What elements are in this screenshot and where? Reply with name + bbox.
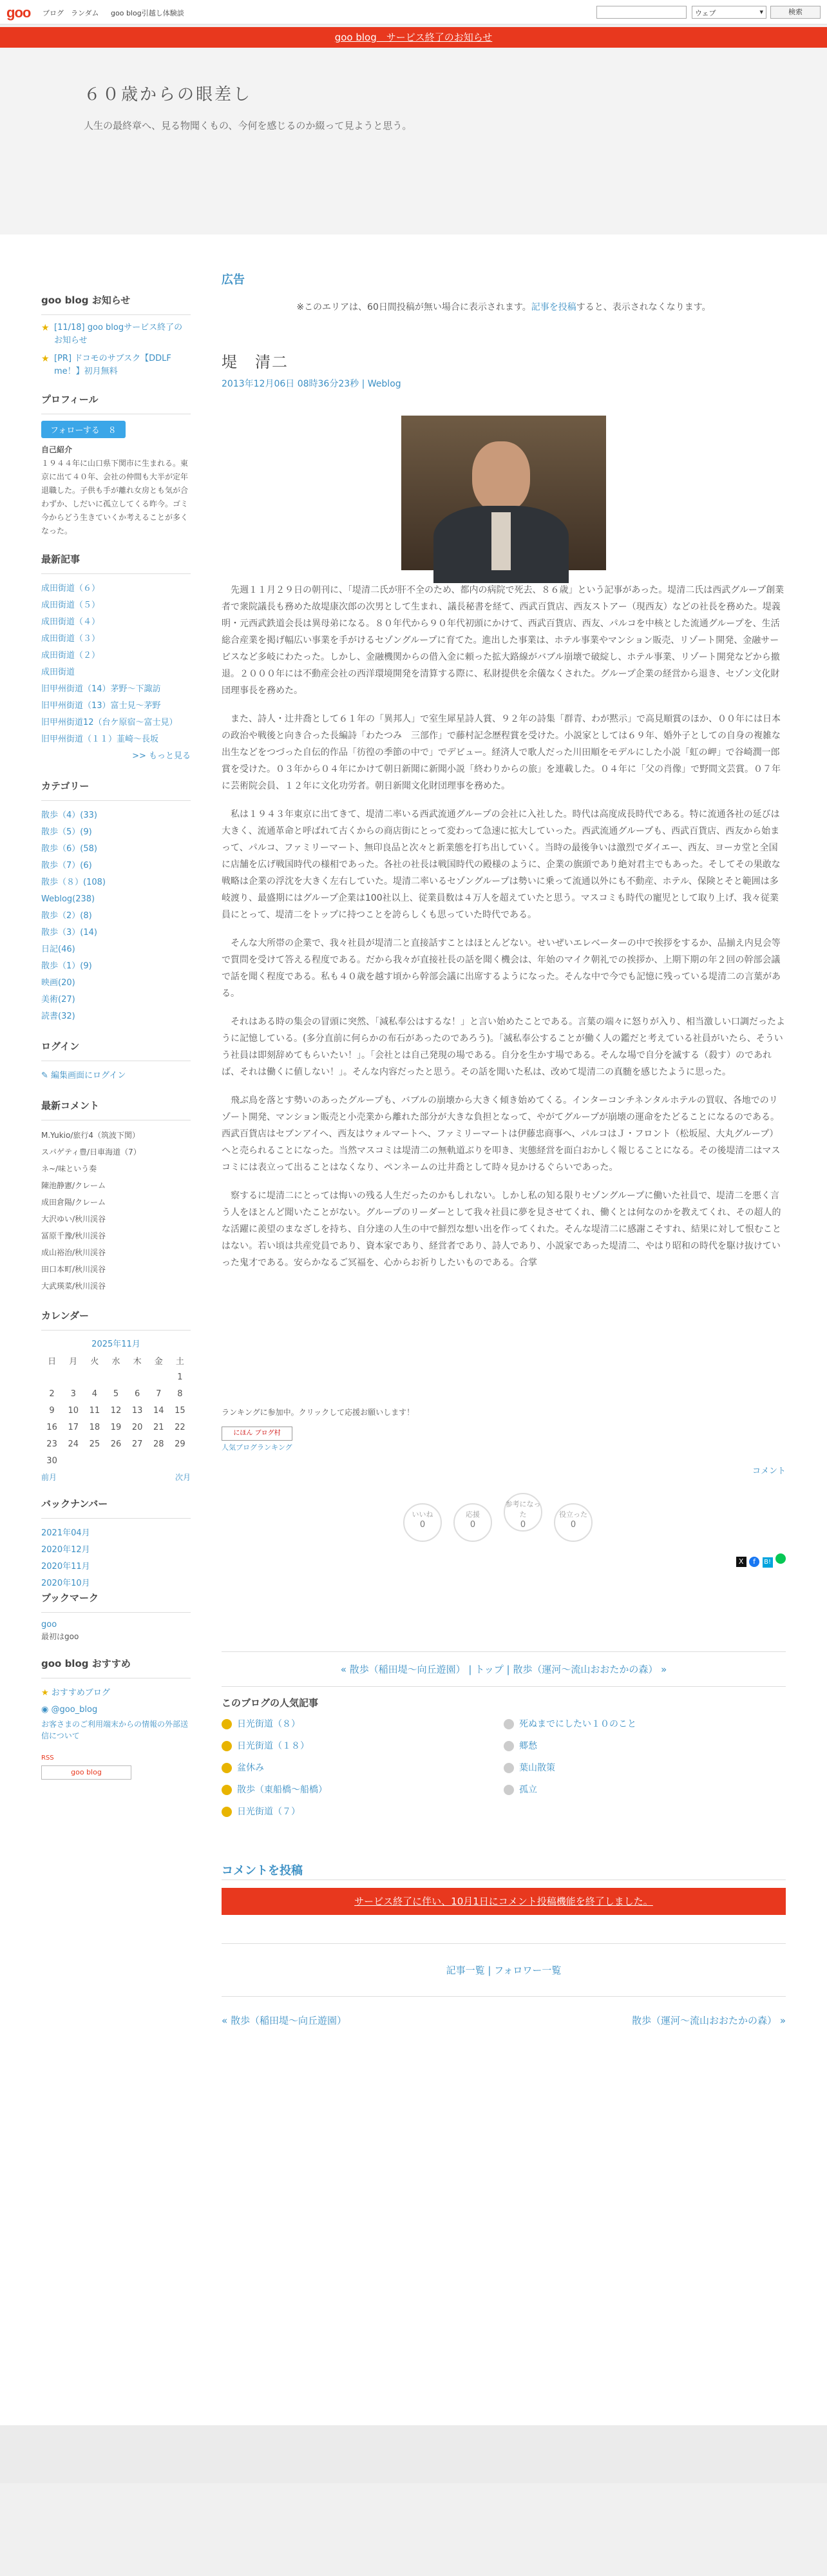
main-content	[222, 271, 786, 2027]
reaction-count: 0	[419, 1520, 426, 1530]
popular-item-label: 日光街道（１８）	[237, 1741, 309, 1751]
backnumber-section	[41, 1497, 191, 1588]
popular-item[interactable]	[222, 1801, 504, 1823]
entry-paragraph: また、詩人・辻井喬として６１年の「異邦人」で室生犀星詩人賞、９２年の詩集「群青、わが黙示」で高見順賞のほか、００年には日本の政治や戦後と向き合った長編詩「わたつみ 三部作」で藤村記念歴程賞を受けた。小説家としては６９年、婚外子としての自身の複雑な出生などをつづった自伝的作品「彷徨の季節の中で」でデビュー。経済人で歌人だった川田順をモデルにした小説「虹の岬」で谷崎潤一郎賞を受けた。０３年から０４年にかけて朝日新聞に新聞小説「終わりからの旅」を連載した。０４年に「父の肖像」で野間文芸賞。０７年に芸術院会員、１２年に文化功労者。朝日新聞文化財団理事を務めた。	[222, 714, 781, 791]
popular-list-right	[504, 1713, 786, 1823]
category-heading: カテゴリー	[41, 779, 191, 801]
star-icon: ★	[41, 1688, 52, 1698]
category-item[interactable]: 映画(20)	[41, 978, 75, 988]
profile-heading: プロフィール	[41, 392, 191, 414]
calendar-next[interactable]: 次月	[175, 1473, 191, 1482]
calendar-weekday: 金	[154, 1356, 163, 1367]
calendar-day: 17	[68, 1422, 79, 1432]
blogmura-banner[interactable]: にほん ブログ村	[222, 1427, 292, 1441]
recent-item[interactable]: 旧甲州街道（14）茅野〜下諏訪	[41, 684, 161, 694]
facebook-share-icon[interactable]: f	[749, 1557, 759, 1567]
news-section	[41, 293, 191, 378]
share-buttons	[222, 1553, 786, 1568]
calendar-day: 13	[131, 1405, 143, 1416]
backnumber-list[interactable]	[41, 1525, 191, 1588]
twitter-label: @goo_blog	[51, 1705, 98, 1715]
category-item[interactable]: 読書(32)	[41, 1012, 75, 1021]
calendar-month: 2025年11月	[91, 1340, 140, 1349]
recommend-heading: goo blog おすすめ	[41, 1657, 191, 1678]
calendar-day: 19	[110, 1422, 122, 1432]
entry-paragraph: そんな大所帯の企業で、我々社員が堤清二と直接話すことはほとんどない。せいぜいエレベーターの中で挨拶をするか、品揃え内見会等で質問を受けて答える程度である。だから我々が直接社長の話を聞く機会は、年始のマイク朝礼での挨拶か、上期下期の年２回の幹部会議で話を聞く程度である。私も４０歳を越す頃から幹部会議に出席するようになった。そんな中で今でも記憶に残っている堤清二の言葉がある。	[222, 938, 781, 999]
recent-item[interactable]: 旧甲州街道12（台ケ原宿〜富士見）	[41, 718, 178, 727]
calendar-heading: カレンダー	[41, 1309, 191, 1331]
calendar-weekday: 月	[69, 1356, 78, 1367]
search-input[interactable]	[596, 6, 687, 19]
recommend-blog-link[interactable]	[41, 1685, 191, 1702]
footer	[0, 2425, 827, 2483]
calendar-day: 18	[89, 1422, 100, 1432]
calendar-day: 14	[153, 1405, 164, 1416]
bookmark-section	[41, 1591, 191, 1642]
ad-notice	[222, 300, 786, 313]
entry-pager[interactable]: « 散歩（稲田堤〜向丘遊園） | トップ | 散歩（運河〜流山おおたかの森） »	[340, 1664, 667, 1675]
entry-category-link[interactable]: Weblog	[367, 379, 401, 389]
login-link[interactable]	[41, 1068, 191, 1084]
calendar-prev[interactable]: 前月	[41, 1473, 57, 1482]
calendar-day	[127, 1452, 148, 1469]
backnumber-item[interactable]: 2020年10月	[41, 1579, 90, 1588]
rss-icon[interactable]: RSS	[41, 1754, 54, 1762]
recent-item[interactable]: 旧甲州街道（１１）韮崎〜長坂	[41, 735, 159, 744]
calendar-day: 30	[46, 1456, 57, 1466]
comment-item[interactable]: 大武瑛菜/秋川渓谷	[41, 1282, 106, 1291]
reaction-count: 0	[520, 1520, 526, 1530]
calendar-day: 22	[175, 1422, 185, 1432]
popular-item[interactable]	[222, 1779, 504, 1801]
calendar-day: 6	[134, 1389, 140, 1399]
ranking-text: ランキングに参加中。クリックして応援お願いします！	[222, 1408, 415, 1417]
popular-item-label: 日光街道（８）	[237, 1719, 300, 1729]
search-button[interactable]: 検索	[770, 6, 821, 19]
entry-separator: |	[359, 379, 368, 389]
post-article-link[interactable]: 記事を投稿	[531, 302, 576, 312]
recent-list	[41, 581, 191, 748]
comment-closed-link[interactable]: サービス終了に伴い、10月1日にコメント投稿機能を終了しました。	[222, 1888, 786, 1915]
backnumber-item[interactable]: 2020年11月	[41, 1562, 90, 1572]
calendar-day: 29	[175, 1439, 185, 1449]
rank-badge-icon	[504, 1719, 514, 1729]
bird-icon: ◉	[41, 1705, 52, 1715]
calendar-day: 16	[46, 1422, 57, 1432]
backnumber-item[interactable]: 2021年04月	[41, 1528, 90, 1538]
rank-badge-icon	[504, 1785, 514, 1795]
comment-item[interactable]: 大沢ゆい/秋川渓谷	[41, 1215, 106, 1224]
category-item[interactable]: 美術(27)	[41, 995, 75, 1004]
news-item-label: [11/18] goo blogサービス終了のお知らせ	[54, 323, 183, 345]
popular-section	[222, 1686, 786, 1823]
top-bar	[0, 0, 827, 24]
calendar-table	[41, 1352, 191, 1469]
twitter-link[interactable]	[41, 1702, 191, 1718]
popular-item[interactable]	[504, 1757, 786, 1779]
bottom-pager	[222, 2014, 786, 2027]
pager-area	[222, 1651, 786, 1676]
calendar-day: 4	[91, 1389, 97, 1399]
category-item[interactable]: 散歩（4）(33)	[41, 811, 97, 820]
calendar-day: 15	[175, 1405, 185, 1416]
recommend-section	[41, 1657, 191, 1780]
calendar-day	[127, 1369, 148, 1385]
category-list	[41, 807, 191, 1025]
calendar-section	[41, 1309, 191, 1483]
prev-entry-link[interactable]: « 散歩（稲田堤〜向丘遊園）	[222, 2015, 347, 2026]
entry-paragraph: 先週１１月２９日の朝刊に、「堤清二氏が肝不全のため、都内の病院で死去、８６歳」という記事があった。堤清二氏は西武グループ創業者で衆院議長も務めた故堤康次郎の次男として生まれ、議長秘書を経て、西武百貨店、西友ストアー（現西友）などの社長を務めた。堤義明・元西武鉄道会長は異母弟になる。８０年代から９０年代初頭にかけて、西武百貨店、西友、パルコを中核とした流通グループを、生活総合産業を掲げ幅広い事業を手がけるセゾングループに育てた。進出した事業は、ホテル事業やマンション販売、リゾート開発、金融サービスなど多岐にわたった。しかし、金融機関からの借入金に頼った拡大路線がバブル崩壊で破綻し、ホテル事業、リゾート開発などから撤退。２０００年には不動産会社の西洋環境開発を清算する際に、私財提供を余儀なくされた。グループ企業の経営から退き、セゾン文化財団理事長を務めた。	[222, 585, 784, 696]
calendar-day: 9	[49, 1405, 55, 1416]
rank-badge-icon	[504, 1741, 514, 1751]
reaction-label: 参考になった	[505, 1500, 541, 1519]
goo-logo[interactable]: goo	[6, 5, 31, 21]
search-scope-select[interactable]	[692, 6, 766, 19]
crown-icon	[222, 1785, 232, 1795]
recent-item[interactable]: 成田街道（５）	[41, 601, 100, 610]
calendar-weekday: 木	[133, 1356, 142, 1367]
calendar-day	[169, 1452, 191, 1469]
calendar-day	[84, 1452, 105, 1469]
calendar-day: 7	[156, 1389, 162, 1399]
category-item[interactable]: 散歩（８）(108)	[41, 878, 106, 887]
entry-paragraph: それはある時の集会の冒頭に突然、「減私奉公はするな！」と言い始めたことである。言葉の端々に怒りが入り、相当激しい口調だったように記憶している。(多分直前に何らかの布石があったのであろう)。「滅私奉公することが働く人の鑑だと考えている社員がいたら、そういう社員は即刻辞めてもらいたい！」。「会社とは自己発現の場である。自分を生かす場である。そんな場で自分を滅する（殺す）のであれば、それは働くに値しない！」。そんな内容だったと思う。その話を聞いた私は、改めて堤清二の真髄を感じたように思った。	[222, 1017, 785, 1077]
login-link-label: 編集画面にログイン	[51, 1071, 126, 1081]
recent-item[interactable]: 成田街道（２）	[41, 651, 100, 660]
entry-title: 堤 清二	[222, 353, 289, 371]
follow-button[interactable]: フォローする ８	[41, 421, 126, 438]
goo-blog-badge[interactable]: goo blog	[41, 1765, 131, 1780]
calendar-day: 28	[153, 1439, 164, 1449]
calendar-day	[105, 1369, 126, 1385]
calendar-day	[105, 1452, 126, 1469]
blog-header	[0, 48, 827, 235]
line-share-icon[interactable]	[775, 1553, 786, 1564]
comment-item[interactable]: 陳池静憲/クレーム	[41, 1181, 106, 1190]
calendar-day: 27	[131, 1439, 143, 1449]
news-item[interactable]	[41, 352, 191, 378]
calendar-day: 3	[70, 1389, 76, 1399]
reaction-label: 応援	[466, 1510, 480, 1519]
category-item[interactable]: 散歩（6）(58)	[41, 844, 97, 854]
comment-list	[41, 1127, 191, 1294]
news-item[interactable]	[41, 322, 191, 347]
category-item[interactable]: 日記(46)	[41, 945, 75, 954]
ad-notice-text: ※このエリアは、60日間投稿が無い場合に表示されます。	[296, 302, 531, 312]
entry-paragraph: 私は１９４３年東京に出てきて、堤清二率いる西武流通グループの会社に入社した。時代は高度成長時代である。特に流通各社の延びは大きく、流通革命と呼ばれて古くからの商店街にとって変わって急速に拡大していった。西武流通グループも、西武百貨店、西友から始まって、パルコ、ファミリーマート、無印良品と次々と新業態を打ち出していく。当時の最後争いは激烈でダイエー、西友、ヨーカ堂と全国に店舗を広げ戦国時代の様相であった。各社の社長は戦国時代の殿様のように、企業の旗頭であり絶対君主でもあった。そしてその果敢な戦略は企業の浮沈を大きく左右していた。堤清二率いるセゾングループは勢いに乗って流通以外にも不動産、ホテル、保険とそと範囲は多岐渡り、最盛期にはグループ企業は100社以上、従業員数は４万人を超えていたと思う。マスコミも時代の寵児として取り上げ、我々従業員にとって、堤清二をトップに持つことを誇らしくも思っていた時代である。	[222, 809, 781, 920]
popular-list-left	[222, 1713, 504, 1823]
ranking-link[interactable]: 人気ブログランキング	[222, 1443, 292, 1452]
more-link[interactable]: >> もっと見る	[132, 751, 191, 761]
login-heading: ログイン	[41, 1039, 191, 1061]
comment-item[interactable]: 成山裕治/秋川渓谷	[41, 1248, 106, 1257]
calendar-weekday: 火	[90, 1356, 99, 1367]
login-section	[41, 1039, 191, 1084]
category-section	[41, 779, 191, 1025]
category-item[interactable]: 散歩（5）(9)	[41, 827, 92, 837]
profile-text: １９４４年に山口県下関市に生まれる。東京に出て４０年、会社の仲間も大半が定年退職した。子供も手が離れ女房とも気が合わずか、しだいに孤立してくる昨今。ゴミ今からどう生きていくか考えることが多くなった。	[41, 459, 189, 535]
recent-item[interactable]: 成田街道（３）	[41, 634, 100, 644]
popular-item-label: 郷愁	[519, 1741, 537, 1751]
reaction-button[interactable]	[504, 1493, 542, 1532]
news-heading: goo blog お知らせ	[41, 293, 191, 315]
calendar-day: 21	[153, 1422, 164, 1432]
toplink-blog[interactable]: ブログ	[43, 9, 64, 17]
toplink-migration[interactable]: goo blog引越し体験談	[111, 9, 184, 17]
next-entry-link[interactable]: 散歩（運河〜流山おおたかの森） »	[632, 2015, 786, 2026]
calendar-day	[41, 1369, 62, 1385]
reaction-button[interactable]	[403, 1503, 442, 1542]
calendar-day	[148, 1452, 169, 1469]
calendar-day: 25	[89, 1439, 100, 1449]
recent-section	[41, 552, 191, 765]
reaction-button[interactable]	[554, 1503, 593, 1542]
category-item[interactable]: 散歩（3）(14)	[41, 928, 97, 937]
calendar-day: 1	[177, 1372, 183, 1382]
reaction-buttons	[222, 1493, 786, 1542]
bookmark-link[interactable]: goo	[41, 1620, 57, 1629]
category-item[interactable]: 散歩（7）(6)	[41, 861, 92, 870]
comment-link[interactable]: コメント	[752, 1466, 786, 1476]
comments-heading: 最新コメント	[41, 1099, 191, 1120]
calendar-day: 20	[131, 1422, 143, 1432]
calendar-day: 8	[177, 1389, 183, 1399]
reaction-label: いいね	[412, 1510, 433, 1519]
rank-badge-icon	[504, 1763, 514, 1773]
calendar-day: 5	[113, 1389, 119, 1399]
entry-body	[222, 582, 786, 1271]
news-item-label: [PR] ドコモのサブスク【DDLF me！】初月無料	[54, 354, 171, 376]
popular-item[interactable]	[222, 1735, 504, 1757]
list-links[interactable]: 記事一覧 | フォロワー一覧	[222, 1943, 786, 1997]
comment-item[interactable]: 成田倉陽/クレーム	[41, 1198, 106, 1207]
category-item[interactable]: 散歩（2）(8)	[41, 911, 92, 921]
star-icon: ★	[41, 354, 50, 364]
comment-item[interactable]: 冨原千豫/秋川渓谷	[41, 1231, 106, 1240]
popular-item[interactable]	[504, 1779, 786, 1801]
comments-section	[41, 1099, 191, 1294]
calendar-day	[62, 1369, 84, 1385]
crown-icon	[222, 1741, 232, 1751]
portrait-photo	[401, 416, 606, 570]
site-description: 人生の最終章へ、見る物聞くもの、今何を感じるのか綴って見ようと思う。	[84, 120, 412, 131]
calendar-day: 2	[49, 1389, 55, 1399]
reaction-label: 役立った	[559, 1510, 587, 1519]
entry-paragraph: 飛ぶ鳥を落とす勢いのあったグループも、バブルの崩壊から大きく傾き始めてくる。インターコンチネンタルホテルの買収、各地でのリゾート開発、マンション販売と小売業から離れた部分が大きな負担となって、やがてグループが崩壊の運命をたどることになるのである。西武百貨店はセブンアイへ、西友はウォルマートへ、ファミリーマートは伊藤忠商事へ、パルコはＪ・フロント（松坂屋、大丸グループ）へと売られることになった。当然マスコミは堤清二の無軌道ぶりを叩き、実態経営を面白おかしく報じることになる。その後堤清二はマスコミには表立って出ることはなくなり、ペンネームの辻井喬として時々見かけるぐらいであった。	[222, 1095, 781, 1173]
calendar-weekday: 水	[111, 1356, 120, 1367]
sidebar	[41, 293, 191, 1794]
comment-item[interactable]: ネ~/味という奏	[41, 1164, 97, 1173]
category-item[interactable]: Weblog(238)	[41, 894, 95, 904]
crown-icon	[222, 1807, 232, 1817]
popular-heading: このブログの人気記事	[222, 1697, 319, 1709]
crown-icon	[222, 1763, 232, 1773]
calendar-day: 23	[46, 1439, 57, 1449]
pencil-icon: ✎	[41, 1071, 52, 1081]
search-scope-value: ウェブ	[695, 9, 716, 17]
recent-heading: 最新記事	[41, 552, 191, 574]
popular-item-label: 孤立	[519, 1785, 537, 1795]
calendar-day: 24	[68, 1439, 79, 1449]
star-icon: ★	[41, 323, 50, 333]
comment-item[interactable]: スパゲティ豊/日車海道（7）	[41, 1148, 141, 1157]
entry-meta	[222, 377, 786, 390]
calendar-day: 12	[110, 1405, 122, 1416]
entry-date: 2013年12月06日 08時36分23秒	[222, 379, 359, 389]
popular-item[interactable]	[222, 1713, 504, 1735]
recent-item[interactable]: 旧甲州街道（13）富士見〜茅野	[41, 701, 161, 711]
bookmark-heading: ブックマーク	[41, 1591, 191, 1613]
popular-item[interactable]	[504, 1713, 786, 1735]
entry-paragraph: 察するに堤清二にとっては悔いの残る人生だったのかもしれない。しかし私の知る限りセゾングループに働いた社員で、堤清二を悪く言う人をほとんど聞いたことがない。グループのリーダーとして我々社員に夢を見させてくれ、働くとは何なのかを教えてくれ、その超人的な活躍に羨望のまなざしを持ち、自分達の人生の中で鮮烈な想い出を作ってくれた。そんな堤清二に感謝こそすれ、結果に対して恨むことはない。若い頃は共産党員であり、資本家であり、経営者であり、詩人であり、小説家であった堤清二、やはり昭和の時代を駆け抜けていった鬼才である。安らかなるご冥福を、心からお祈りしたいものである。合掌	[222, 1191, 781, 1268]
post-comment-section	[222, 1861, 786, 1915]
toplink-random[interactable]: ランダム	[71, 9, 99, 17]
service-end-notice-link[interactable]: goo blog サービス終了のお知らせ	[0, 27, 827, 48]
backnumber-item[interactable]: 2020年12月	[41, 1545, 90, 1555]
privacy-link[interactable]: お客さまのご利用端末からの情報の外部送信について	[41, 1720, 189, 1740]
calendar-day	[62, 1452, 84, 1469]
reaction-button[interactable]	[453, 1503, 492, 1542]
popular-item-label: 死ぬまでにしたい１０のこと	[519, 1719, 636, 1729]
ranking-area	[222, 1407, 786, 1452]
x-share-icon[interactable]: X	[736, 1557, 746, 1567]
calendar-day: 26	[110, 1439, 122, 1449]
reaction-count: 0	[570, 1520, 576, 1530]
calendar-day	[148, 1369, 169, 1385]
ad-heading: 広告	[222, 273, 245, 287]
recent-item[interactable]: 成田街道（６）	[41, 584, 100, 593]
comment-item[interactable]: M.Yukio/旅行4（筑波下関）	[41, 1131, 140, 1140]
backnumber-heading: バックナンバー	[41, 1497, 191, 1519]
chevron-down-icon: ▾	[759, 8, 763, 16]
popular-item-label: 散歩（東船橋〜船橋）	[237, 1785, 327, 1795]
profile-label: 自己紹介	[41, 445, 73, 454]
crown-icon	[222, 1719, 232, 1729]
post-comment-heading: コメントを投稿	[222, 1861, 786, 1880]
recent-item[interactable]: 成田街道（４）	[41, 617, 100, 627]
calendar-day: 10	[68, 1405, 79, 1416]
hatena-share-icon[interactable]: B!	[763, 1557, 773, 1568]
popular-item-label: 葉山散策	[519, 1763, 555, 1773]
recommend-blog-label: おすすめブログ	[51, 1688, 110, 1698]
popular-item[interactable]	[504, 1735, 786, 1757]
popular-item-label: 盆休み	[237, 1763, 264, 1773]
calendar-weekday: 土	[175, 1356, 184, 1367]
site-title[interactable]: ６０歳からの眼差し	[84, 85, 252, 104]
reaction-count: 0	[470, 1520, 476, 1530]
calendar-day: 11	[89, 1405, 100, 1416]
recent-item[interactable]: 成田街道	[41, 668, 75, 677]
bookmark-text: 最初はgoo	[41, 1632, 79, 1641]
popular-item-label: 日光街道（７）	[237, 1807, 300, 1817]
category-item[interactable]: 散歩（1）(9)	[41, 961, 92, 971]
calendar-day	[84, 1369, 105, 1385]
calendar-weekday: 日	[48, 1356, 57, 1367]
popular-item[interactable]	[222, 1757, 504, 1779]
ad-notice-text-2: すると、表示されなくなります。	[576, 302, 711, 312]
profile-section	[41, 392, 191, 538]
comment-item[interactable]: 田口本町/秋川渓谷	[41, 1265, 106, 1274]
